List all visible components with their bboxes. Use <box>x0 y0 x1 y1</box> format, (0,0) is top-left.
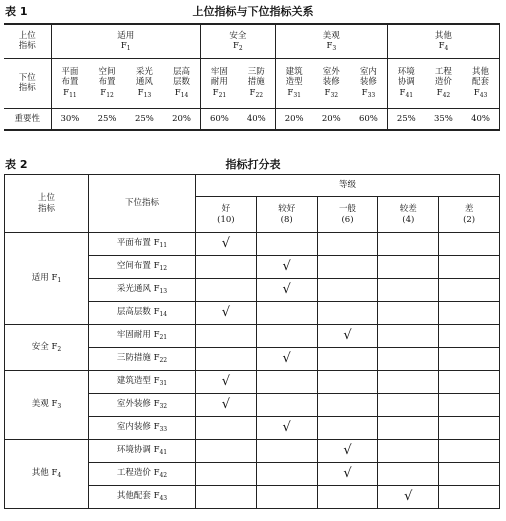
weight-cell: 40% <box>238 108 275 130</box>
upper-indicator-header: 上位 指标 <box>4 24 51 58</box>
lower-indicator-cell: 室内装修 $F_{33}$ <box>89 417 196 440</box>
score-cell <box>317 417 378 440</box>
lower-indicator-cell: 室内 装修 $F_{33}$ <box>350 58 387 108</box>
weight-cell: 30% <box>51 108 88 130</box>
score-cell <box>317 348 378 371</box>
upper-indicator-cell: 安全 $F_2$ <box>5 325 89 371</box>
score-cell <box>439 302 500 325</box>
score-cell <box>196 463 257 486</box>
score-cell <box>439 440 500 463</box>
score-cell <box>378 325 439 348</box>
grade-header: 等级 <box>196 175 500 197</box>
score-cell <box>256 371 317 394</box>
lower-indicator-header: 下位指标 <box>89 175 196 233</box>
score-cell <box>439 279 500 302</box>
score-cell <box>196 417 257 440</box>
lower-indicator-cell: 空间布置 $F_{12}$ <box>89 256 196 279</box>
check-mark: √ <box>196 371 257 394</box>
lower-indicator-cell: 室外装修 $F_{32}$ <box>89 394 196 417</box>
upper-indicator-header: 上位 指标 <box>5 175 89 233</box>
score-cell <box>196 348 257 371</box>
lower-indicator-cell: 环境协调 $F_{41}$ <box>89 440 196 463</box>
score-cell <box>317 394 378 417</box>
score-cell <box>256 302 317 325</box>
check-mark: √ <box>196 302 257 325</box>
lower-indicator-cell: 其他 配套 $F_{43}$ <box>462 58 499 108</box>
score-cell <box>378 302 439 325</box>
score-cell <box>317 233 378 256</box>
weight-cell: 20% <box>163 108 200 130</box>
lower-indicator-cell: 三防 措施 $F_{22}$ <box>238 58 275 108</box>
check-mark: √ <box>378 486 439 509</box>
check-mark: √ <box>317 325 378 348</box>
lower-indicator-cell: 采光 通风 $F_{13}$ <box>126 58 163 108</box>
grade-column-header: 好 (10) <box>196 197 257 233</box>
table2-label: 表 2 <box>5 158 28 171</box>
weight-cell: 25% <box>88 108 125 130</box>
score-cell <box>256 440 317 463</box>
upper-indicator-cell: 美观 $F_3$ <box>5 371 89 440</box>
grade-column-header: 较差 (4) <box>378 197 439 233</box>
weight-cell: 25% <box>126 108 163 130</box>
score-cell <box>378 417 439 440</box>
score-cell <box>378 394 439 417</box>
score-cell <box>439 325 500 348</box>
grade-column-header: 一般 (6) <box>317 197 378 233</box>
lower-indicator-cell: 室外 装修 $F_{32}$ <box>313 58 350 108</box>
score-cell <box>196 440 257 463</box>
weight-cell: 60% <box>350 108 387 130</box>
score-cell <box>317 302 378 325</box>
score-cell <box>317 371 378 394</box>
lower-indicator-cell: 工程 造价 $F_{42}$ <box>425 58 462 108</box>
weight-header: 重要性 <box>4 108 51 130</box>
grade-column-header: 差 (2) <box>439 197 500 233</box>
table1-label: 表 1 <box>5 5 28 18</box>
weight-cell: 40% <box>462 108 499 130</box>
upper-indicator-1: 适用 $F_1$ <box>51 24 201 58</box>
score-cell <box>196 325 257 348</box>
score-cell <box>439 463 500 486</box>
lower-indicator-cell: 平面 布置 $F_{11}$ <box>51 58 88 108</box>
lower-indicator-cell: 牢固 耐用 $F_{21}$ <box>201 58 238 108</box>
score-cell <box>256 394 317 417</box>
score-cell <box>378 371 439 394</box>
weight-cell: 35% <box>425 108 462 130</box>
score-cell <box>256 486 317 509</box>
score-cell <box>256 233 317 256</box>
score-cell <box>439 233 500 256</box>
score-cell <box>256 325 317 348</box>
check-mark: √ <box>196 394 257 417</box>
check-mark: √ <box>196 233 257 256</box>
score-cell <box>439 417 500 440</box>
lower-indicator-header: 下位 指标 <box>4 58 51 108</box>
score-cell <box>317 486 378 509</box>
indicator-relation-table <box>4 23 500 131</box>
lower-indicator-cell: 三防措施 $F_{22}$ <box>89 348 196 371</box>
weight-cell: 20% <box>313 108 350 130</box>
score-cell <box>439 371 500 394</box>
upper-indicator-cell: 适用 $F_1$ <box>5 233 89 325</box>
lower-indicator-cell: 建筑造型 $F_{31}$ <box>89 371 196 394</box>
check-mark: √ <box>256 417 317 440</box>
score-cell <box>378 463 439 486</box>
table2-title: 指标打分表 <box>225 158 281 171</box>
lower-indicator-cell: 牢固耐用 $F_{21}$ <box>89 325 196 348</box>
check-mark: √ <box>256 256 317 279</box>
score-cell <box>439 394 500 417</box>
score-cell <box>196 279 257 302</box>
score-cell <box>317 279 378 302</box>
score-cell <box>196 256 257 279</box>
score-cell <box>256 463 317 486</box>
check-mark: √ <box>256 279 317 302</box>
weight-cell: 60% <box>201 108 238 130</box>
lower-indicator-cell: 环境 协调 $F_{41}$ <box>387 58 424 108</box>
lower-indicator-cell: 层高层数 $F_{14}$ <box>89 302 196 325</box>
indicator-score-table <box>4 174 500 509</box>
check-mark: √ <box>256 348 317 371</box>
upper-indicator-cell: 其他 $F_4$ <box>5 440 89 509</box>
grade-column-header: 较好 (8) <box>256 197 317 233</box>
lower-indicator-cell: 建筑 造型 $F_{31}$ <box>275 58 312 108</box>
score-cell <box>317 256 378 279</box>
table1-title: 上位指标与下位指标关系 <box>192 5 314 18</box>
check-mark: √ <box>317 440 378 463</box>
lower-indicator-cell: 工程造价 $F_{42}$ <box>89 463 196 486</box>
weight-cell: 25% <box>387 108 424 130</box>
check-mark: √ <box>317 463 378 486</box>
upper-indicator-2: 安全 $F_2$ <box>201 24 276 58</box>
lower-indicator-cell: 采光通风 $F_{13}$ <box>89 279 196 302</box>
score-cell <box>378 440 439 463</box>
score-cell <box>439 486 500 509</box>
lower-indicator-cell: 其他配套 $F_{43}$ <box>89 486 196 509</box>
lower-indicator-cell: 平面布置 $F_{11}$ <box>89 233 196 256</box>
upper-indicator-4: 其他 $F_4$ <box>387 24 499 58</box>
score-cell <box>378 348 439 371</box>
score-cell <box>378 279 439 302</box>
upper-indicator-3: 美观 $F_3$ <box>275 24 387 58</box>
weight-cell: 20% <box>275 108 312 130</box>
score-cell <box>196 486 257 509</box>
score-cell <box>439 348 500 371</box>
lower-indicator-cell: 层高 层数 $F_{14}$ <box>163 58 200 108</box>
score-cell <box>378 256 439 279</box>
score-cell <box>439 256 500 279</box>
lower-indicator-cell: 空间 布置 $F_{12}$ <box>88 58 125 108</box>
score-cell <box>378 233 439 256</box>
